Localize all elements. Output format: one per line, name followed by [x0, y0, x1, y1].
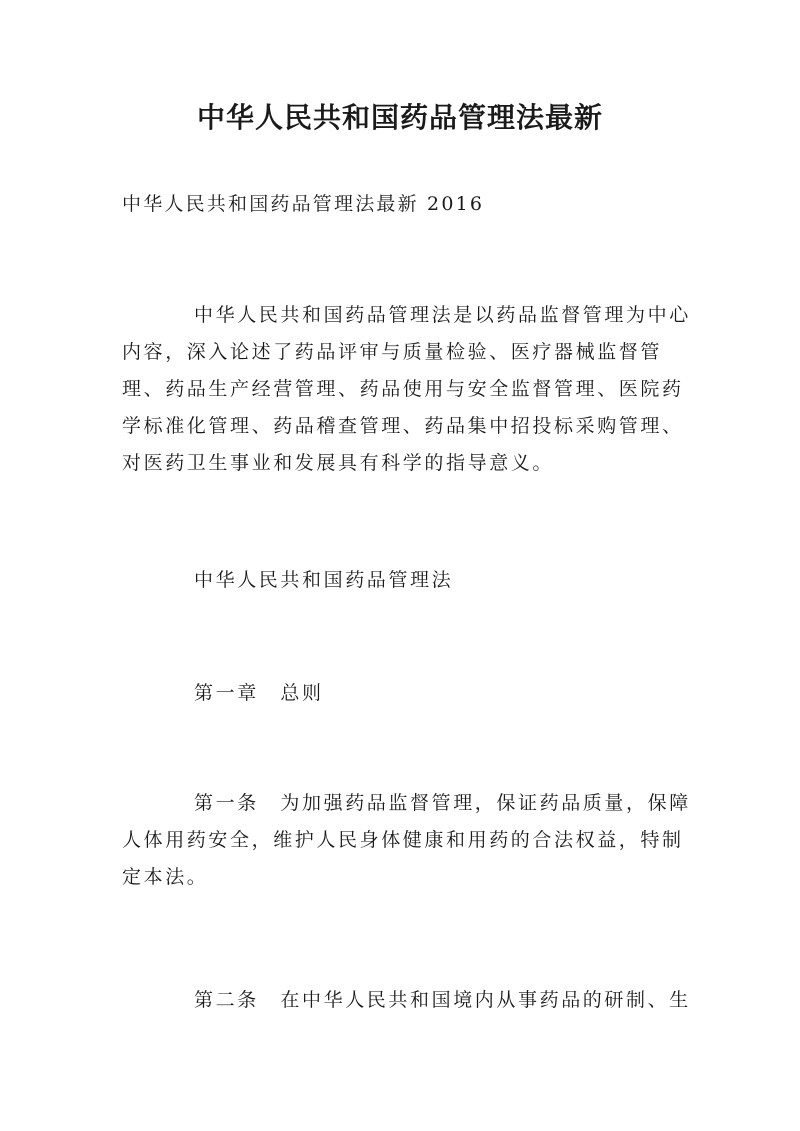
document-title: 中华人民共和国药品管理法最新 — [196, 101, 603, 134]
document-subtitle: 中华人民共和国药品管理法最新 2016 — [122, 193, 485, 215]
article-2-paragraph: 第二条 在中华人民共和国境内从事药品的研制、生 — [194, 989, 691, 1011]
intro-paragraph: 中华人民共和国药品管理法是以药品监督管理为中心内容，深入论述了药品评审与质量检验、医疗器械监督管理、药品生产经营管理、药品使用与安全监督管理、医院药学标准化管理、药品稽查管理、药品集中招投标采购管理、对医药卫生事业和发展具有科学的指导意义。 — [122, 304, 691, 474]
chapter-heading: 第一章 总则 — [194, 682, 324, 704]
law-heading: 中华人民共和国药品管理法 — [194, 569, 454, 591]
article-1-paragraph: 第一条 为加强药品监督管理，保证药品质量，保障人体用药安全，维护人民身体健康和用药的合法权益，特制定本法。 — [122, 792, 691, 888]
